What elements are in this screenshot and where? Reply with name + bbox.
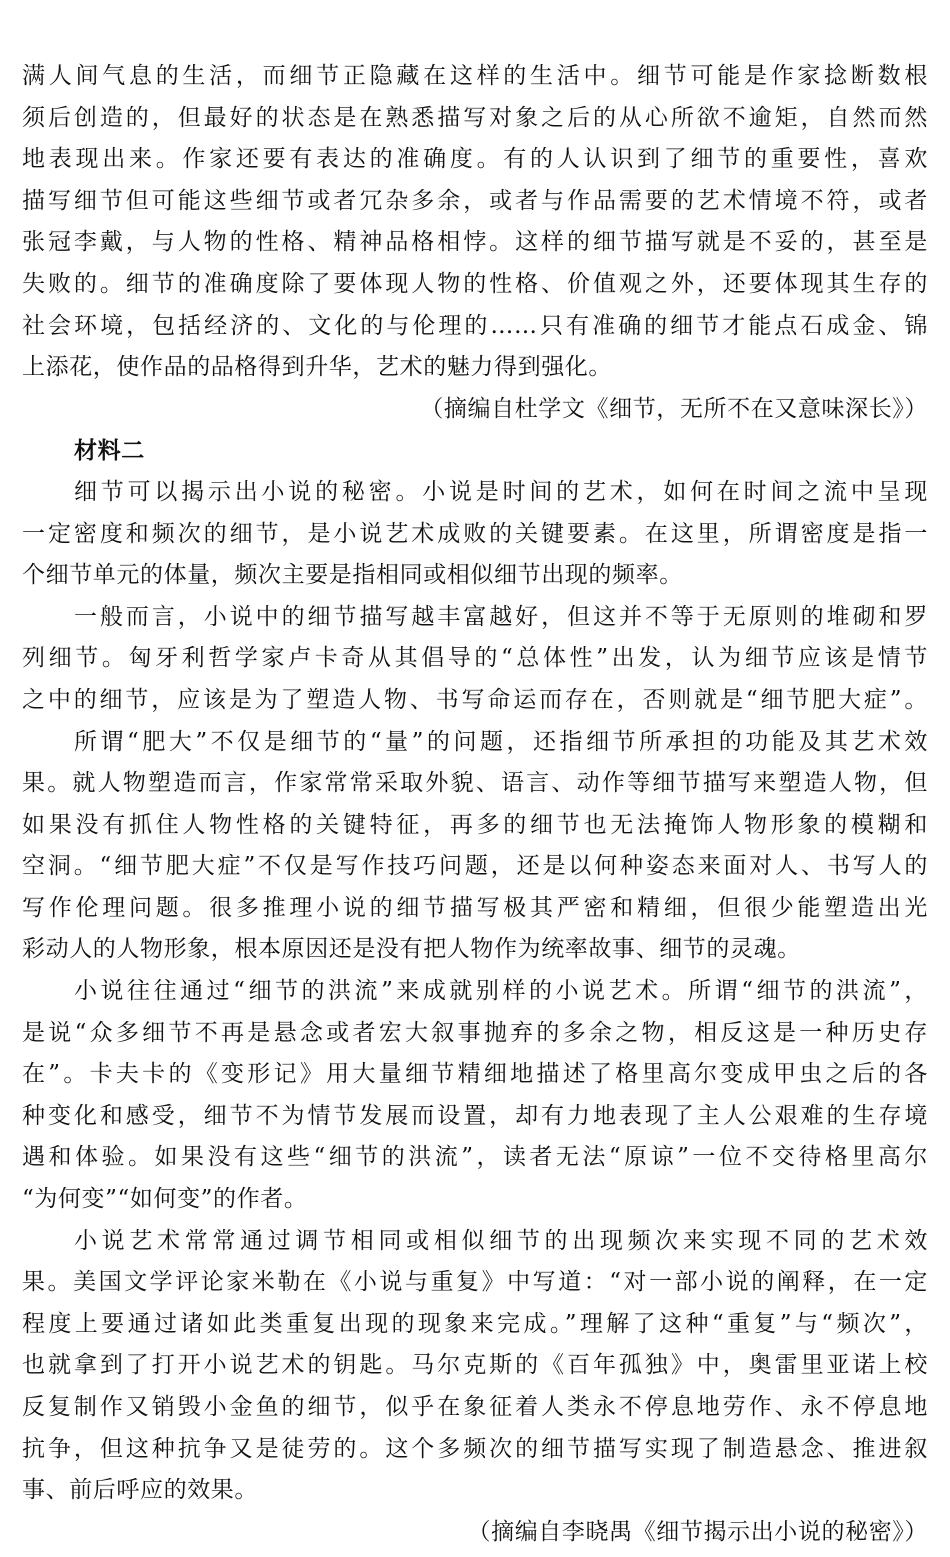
material2-paragraph-2 — [22, 597, 928, 722]
text-line: 细节可以揭示出小说的秘密。小说是时间的艺术，如何在时间之流中呈现 — [74, 478, 928, 505]
text-line: 一般而言，小说中的细节描写越丰富越好，但这并不等于无原则的堆砌和罗 — [74, 603, 928, 630]
text-line: 张冠李戴，与人物的性格、精神品格相悖。这样的细节描写就是不妥的，甚至是 — [22, 229, 928, 256]
text-line: 社会环境，包括经济的、文化的与伦理的……只有准确的细节才能点石成金、锦 — [22, 312, 928, 339]
text-line: 小说往往通过“细节的洪流”来成就别样的小说艺术。所谓“细节的洪流”， — [74, 978, 928, 1005]
text-line: 地表现出来。作家还要有表达的准确度。有的人认识到了细节的重要性，喜欢 — [22, 146, 928, 173]
text-line: 遇和体验。如果没有这些“细节的洪流”，读者无法“原谅”一位不交待格里高尔 — [22, 1144, 928, 1171]
text-line: 之中的细节，应该是为了塑造人物、书写命运而存在，否则就是“细节肥大症”。 — [22, 686, 928, 713]
text-line: 空洞。“细节肥大症”不仅是写作技巧问题，还是以何种姿态来面对人、书写人的 — [22, 853, 928, 880]
material1-paragraph — [22, 56, 928, 389]
text-line: 小说艺术常常通过调节相同或相似细节的出现频次来实现不同的艺术效 — [74, 1227, 928, 1254]
text-line: 一定密度和频次的细节，是小说艺术成败的关键要素。在这里，所谓密度是指一 — [22, 520, 928, 547]
material2-paragraph-5 — [22, 1221, 928, 1512]
text-line: 描写细节但可能这些细节或者冗杂多余，或者与作品需要的艺术情境不符，或者 — [22, 187, 928, 214]
text-line: 果。就人物塑造而言，作家常常采取外貌、语言、动作等细节描写来塑造人物，但 — [22, 770, 928, 797]
text-line: 反复制作又销毁小金鱼的细节，似乎在象征着人类永不停息地劳作、永不停息地 — [22, 1394, 928, 1420]
text-line: 也就拿到了打开小说艺术的钥匙。马尔克斯的《百年孤独》中，奥雷里亚诺上校 — [22, 1352, 928, 1379]
text-line: 如果没有抓住人物性格的关键特征，再多的细节也无法掩饰人物形象的模糊和 — [22, 811, 928, 838]
text-line: 写作伦理问题。很多推理小说的细节描写极其严密和精细，但很少能塑造出光 — [22, 894, 928, 921]
material2-paragraph-4 — [22, 971, 928, 1221]
text-line: 失败的。细节的准确度除了要体现人物的性格、价值观之外，还要体现其生存的 — [22, 270, 928, 297]
text-line: 列细节。匈牙利哲学家卢卡奇从其倡导的“总体性”出发，认为细节应该是情节 — [22, 645, 928, 672]
text-line: 抗争，但这种抗争又是徒劳的。这个多频次的细节描写实现了制造悬念、推进叙 — [22, 1435, 928, 1462]
text-line: 满人间气息的生活，而细节正隐藏在这样的生活中。细节可能是作家捻断数根 — [22, 63, 928, 89]
text-line: 果。美国文学评论家米勒在《小说与重复》中写道：“对一部小说的阐释，在一定 — [22, 1269, 928, 1296]
text-line: 是说“众多细节不再是悬念或者宏大叙事抛弃的多余之物，相反这是一种历史存 — [22, 1019, 928, 1046]
text-line: 须后创造的，但最好的状态是在熟悉描写对象之后的从心所欲不逾矩，自然而然 — [22, 104, 928, 131]
text-line: 种变化和感受，细节不为情节发展而设置，却有力地表现了主人公艰难的生存境 — [22, 1102, 928, 1129]
text-line: “为何变”“如何变”的作者。 — [22, 1186, 308, 1213]
text-line: 个细节单元的体量，频次主要是指相同或相似细节出现的频率。 — [22, 562, 683, 589]
material2-paragraph-3 — [22, 722, 928, 972]
text-line: 彩动人的人物形象，根本原因还是没有把人物作为统率故事、细节的灵魂。 — [22, 936, 801, 963]
document-page — [22, 56, 928, 1553]
material2-paragraph-1 — [22, 472, 928, 597]
text-line: 上添花，使作品的品格得到升华，艺术的魅力得到强化。 — [22, 354, 612, 381]
text-line: 在”。卡夫卡的《变形记》用大量细节精细地描述了格里高尔变成甲虫之后的各 — [22, 1061, 928, 1088]
material1-source: （摘编自杜学文《细节，无所不在又意味深长》） — [420, 395, 928, 422]
text-line: 事、前后呼应的效果。 — [22, 1477, 258, 1504]
text-line: 程度上要通过诸如此类重复出现的现象来完成。”理解了这种“重复”与“频次”， — [22, 1310, 928, 1337]
material2-heading: 材料二 — [74, 437, 145, 465]
material2-source: （摘编自李晓禺《细节揭示出小说的秘密》） — [467, 1518, 928, 1545]
text-line: 所谓“肥大”不仅是细节的“量”的问题，还指细节所承担的功能及其艺术效 — [74, 728, 928, 755]
